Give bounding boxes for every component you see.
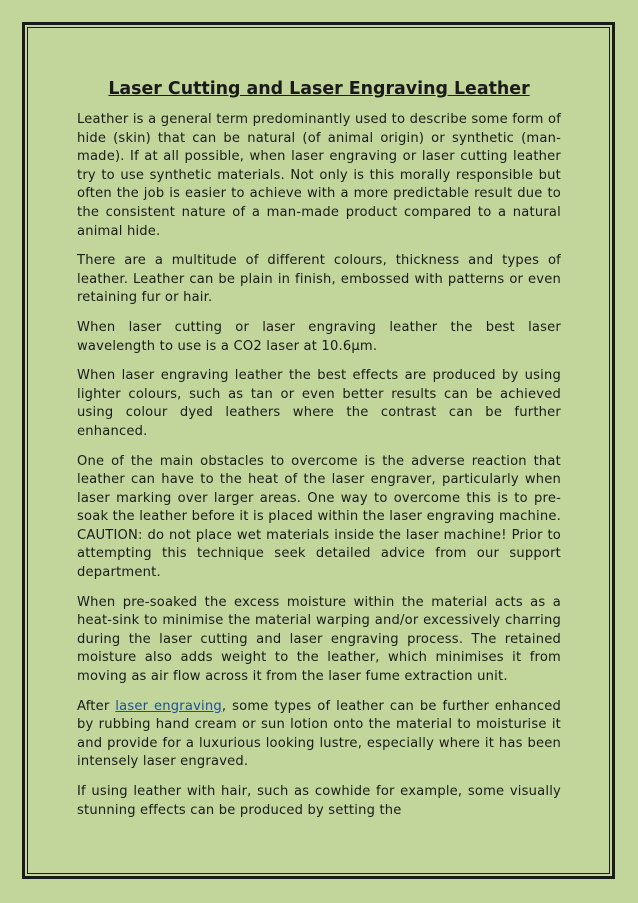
paragraph-text: After [77,698,116,714]
paragraph-text: , some types of leather can be further enhanced by rubbing hand cream or sun lotion onto the material to moisturise it and provide for a luxurious looking lustre, especially where it has been intensely laser engraved. [77,698,561,770]
paragraph-leather-types: There are a multitude of different colours, thickness and types of leather. Leather can be plain in finish, embossed with patterns or even retaining fur or hair. [77,253,561,306]
paragraph-after-engraving [77,698,561,772]
laser-engraving-link[interactable]: laser engraving [115,698,222,714]
paragraph-hair-leather: If using leather with hair, such as cowhide for example, some visually stunning effects can be produced by setting the [77,784,561,818]
paragraph-leather-definition: Leather is a general term predominantly used to describe some form of hide (skin) that can be natural (of animal origin) or synthetic (man-made). If at all possible, when laser engraving or laser cutting leather try to use synthetic materials. Not only is this morally responsible but often the job is easier to achieve with a more predictable result due to the consistent nature of a man-made product compared to a natural animal hide. [77,112,561,239]
paragraph-best-effects: When laser engraving leather the best effects are produced by using lighter colours, such as tan or even better results can be achieved using colour dyed leathers where the contrast can be further enhanced. [77,368,561,439]
paragraph-pre-soak: When pre-soaked the excess moisture within the material acts as a heat-sink to minimise the material warping and/or excessively charring during the laser cutting and laser engraving process. The retained moisture also adds weight to the leather, which minimises it from moving as air flow across it from the laser fume extraction unit. [77,594,561,685]
document-body [77,77,561,831]
paragraph-obstacles: One of the main obstacles to overcome is the adverse reaction that leather can have to the heat of the laser engraver, particularly when laser marking over larger areas. One way to overcome this is to pre-soak the leather before it is placed within the laser engraving machine. CAUTION: do not place wet materials inside the laser machine! Prior to attempting this technique seek detailed advice from our support department. [77,453,561,581]
document-title: Laser Cutting and Laser Engraving Leather [108,79,530,99]
paragraph-laser-wavelength: When laser cutting or laser engraving leather the best laser wavelength to use is a CO2 laser at 10.6µm. [77,319,561,354]
